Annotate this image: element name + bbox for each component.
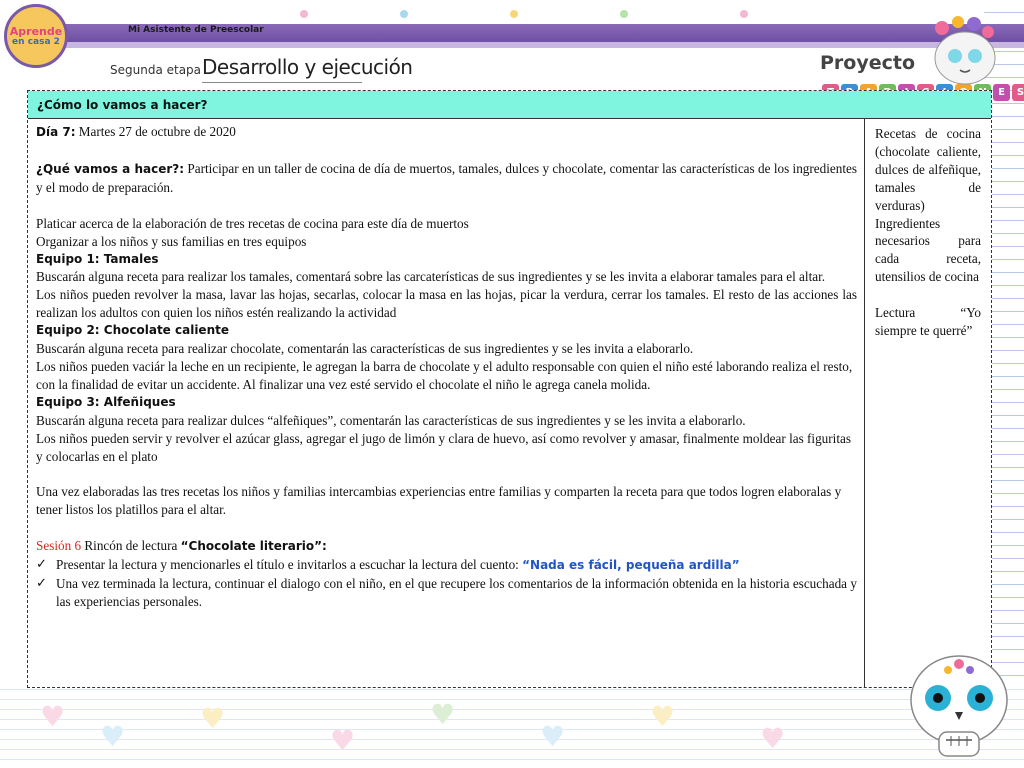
page-title: Desarrollo y ejecución (202, 55, 413, 79)
session-title: “Chocolate literario”: (180, 539, 327, 554)
team3-paragraph-1: Buscarán alguna receta para realizar dulces “alfeñiques”, comentarán las características de sus ingredientes y se les invita a elaborarlo. (36, 412, 746, 428)
confetti-dot (510, 10, 518, 18)
day-line (36, 123, 857, 142)
organizar-line: Organizar a los niños y sus familias en tres equipos (36, 233, 307, 249)
reading-text: Lectura “Yo siempre te querré” (875, 305, 981, 339)
team2-title: Equipo 2: Chocolate caliente (36, 323, 229, 338)
heart-decoration (0, 690, 1024, 768)
session-text: Rincón de lectura (84, 538, 178, 554)
team3-paragraph-2: Los niños pueden servir y revolver el azúcar glass, agregar el jugo de limón y clara de huevo, así como revolver y amasar, finalmente moldear las figuritas y colocarlas en el plato (36, 430, 851, 464)
project-label: Proyecto (820, 52, 916, 74)
activity-column (28, 119, 865, 687)
aprende-en-casa-logo (4, 4, 68, 68)
confetti-dot (620, 10, 628, 18)
band-label: Mi Asistente de Preescolar (128, 25, 264, 35)
table-heading: ¿Cómo lo vamos a hacer? (28, 91, 991, 119)
title-underline (202, 82, 362, 83)
top-band-accent (60, 42, 1024, 48)
tradiciones-tile: S (1012, 84, 1024, 101)
session-line (36, 537, 857, 556)
confetti-dot (400, 10, 408, 18)
resources-text: Recetas de cocina (chocolate caliente, dulces de alfeñique, tamales de verduras) Ingredientes necesarios para cada receta, utensilios de cocina (875, 126, 981, 285)
heart-icon: ♥ (330, 724, 356, 757)
checkmark-icon: ✓ (36, 576, 48, 592)
team2-paragraph-2: Los niños pueden vaciár la leche en un recipiente, le agregan la barra de chocolate y el adulto responsable con quien el niño esté laborando realiza el resto, con la finalidad de evitar un accidente. Al finalizar una vez esté servido el chocolate el niño le agrega canela molida. (36, 358, 853, 392)
confetti-dot (300, 10, 308, 18)
checklist-item (36, 575, 857, 611)
check1-text: Presentar la lectura y mencionarles el título e invitarlos a escuchar la lectura del cuento: (56, 557, 519, 573)
confetti-dot (740, 10, 748, 18)
heart-icon: ♥ (40, 700, 66, 733)
closing-paragraph: Una vez elaboradas las tres recetas los niños y familias intercambias experiencias entre familias y comparten la receta para que todos logren elaboralas y tener listos los platillos para el altar. (36, 484, 842, 518)
session-label: Sesión 6 (36, 538, 82, 554)
what-label: ¿Qué vamos a hacer?: (36, 161, 185, 176)
team1-paragraph-1: Buscarán alguna receta para realizar los tamales, comentará sobre las carcaterísticas de sus ingredientes y se les invita a elaborar tamales para el altar. (36, 269, 826, 285)
what-line (36, 160, 857, 197)
day-label: Día 7: (36, 125, 76, 139)
team1-title: Equipo 1: Tamales (36, 251, 159, 266)
stage-label: Segunda etapa (110, 63, 202, 77)
checklist-item (36, 556, 857, 575)
team1-paragraph-2: Los niños pueden revolver la masa, lavar las hojas, secarlas, colocar la masa en las hojas, picar la verdura, cerrar los tamales. El resto de las acciones las realizan los adultos con quien los niños estén realizando la actividad (36, 287, 857, 321)
session-checklist (36, 556, 857, 611)
heart-icon: ♥ (760, 722, 786, 755)
heart-icon: ♥ (650, 700, 676, 733)
heart-icon: ♥ (540, 720, 566, 753)
story-title: “Nada es fácil, pequeña ardilla” (522, 558, 740, 573)
check2-text: Una vez terminada la lectura, continuar el dialogo con el niño, en el que recupere los comentarios de la información obtenida en la historia escuchada y las experiencias personales. (56, 576, 857, 609)
day-value: Martes 27 de octubre de 2020 (78, 124, 236, 139)
tradiciones-tile: E (993, 84, 1010, 101)
platicar-line: Platicar acerca de la elaboración de tres recetas de cocina para este día de muertos (36, 215, 469, 231)
what-value: Participar en un taller de cocina de día de muertos, tamales, dulces y chocolate, comentar las características de los ingredientes y el modo de preparación. (36, 160, 858, 195)
sugar-skull-icon (906, 650, 1012, 762)
heart-icon: ♥ (430, 698, 456, 731)
heart-icon: ♥ (200, 702, 226, 735)
activity-table (27, 90, 992, 688)
logo-subtitle: en casa 2 (12, 36, 60, 47)
team3-title: Equipo 3: Alfeñiques (36, 394, 176, 409)
logo-title: Aprende (9, 24, 63, 38)
checkmark-icon: ✓ (36, 557, 48, 573)
heart-icon: ♥ (100, 720, 126, 753)
flower-skull-icon (920, 10, 1010, 90)
resources-column (865, 119, 991, 687)
team2-paragraph-1: Buscarán alguna receta para realizar chocolate, comentarán las características de sus ingredientes y se les invita a elaborarlo. (36, 341, 694, 357)
